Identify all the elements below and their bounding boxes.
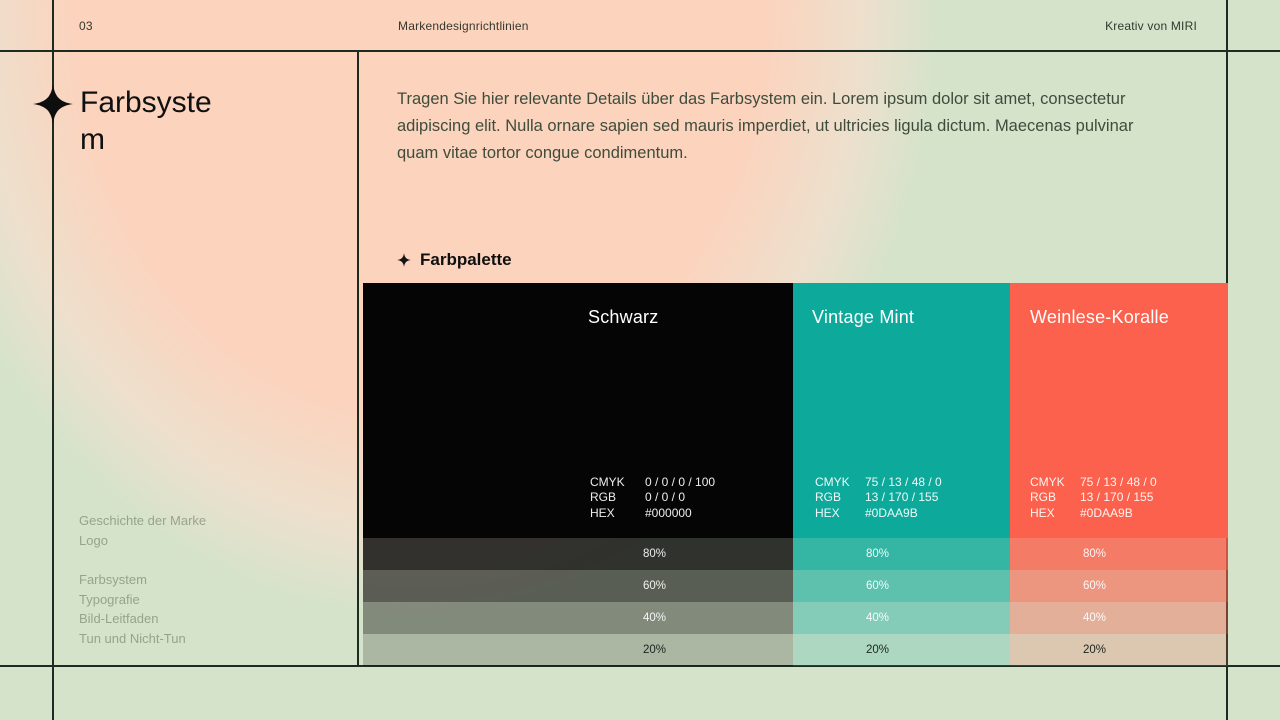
spec-value: 0 / 0 / 0 bbox=[645, 490, 686, 504]
sidebar-divider-line bbox=[357, 52, 359, 665]
nav-item-tun-und-nicht-tun[interactable]: Tun und Nicht-Tun bbox=[79, 630, 186, 646]
spec-row-rgb bbox=[1030, 490, 1157, 506]
spec-value: 0 / 0 / 0 / 100 bbox=[645, 474, 716, 489]
spec-row-cmyk bbox=[590, 475, 715, 491]
document-title: Markendesignrichtlinien bbox=[398, 19, 529, 33]
spec-label: HEX bbox=[1030, 505, 1055, 520]
nav-item-bild-leitfaden[interactable]: Bild-Leitfaden bbox=[79, 611, 159, 626]
tint-row-20: 20% bbox=[363, 634, 793, 666]
color-specs bbox=[590, 475, 715, 522]
color-name: Vintage Mint bbox=[812, 307, 915, 327]
color-card-vintage-mint bbox=[793, 283, 1010, 666]
nav-item-typografie[interactable]: Typografie bbox=[79, 591, 140, 607]
spec-value: #0DAA9B bbox=[1080, 505, 1133, 520]
nav-item-geschichte-der-marke[interactable]: Geschichte der Marke bbox=[79, 513, 207, 528]
sidebar-nav bbox=[79, 511, 206, 668]
color-card-weinlese-koralle bbox=[1010, 283, 1228, 666]
spec-value: 75 / 13 / 48 / 0 bbox=[865, 474, 942, 489]
nav-item-farbsystem[interactable]: Farbsystem bbox=[79, 572, 147, 587]
sparkle-icon bbox=[397, 253, 411, 267]
spec-label: HEX bbox=[815, 505, 840, 520]
color-name: Schwarz bbox=[588, 307, 659, 327]
tint-row-80: 80% bbox=[1010, 538, 1228, 570]
color-specs bbox=[815, 475, 942, 522]
spec-row-hex bbox=[1030, 506, 1157, 522]
nav-group-secondary bbox=[79, 570, 206, 648]
spec-label: RGB bbox=[815, 490, 842, 504]
spec-row-hex bbox=[815, 506, 942, 522]
tint-row-60: 60% bbox=[363, 570, 793, 602]
spec-label: CMYK bbox=[1030, 474, 1065, 489]
color-swatch bbox=[1010, 283, 1228, 538]
spec-label: CMYK bbox=[815, 474, 850, 489]
color-swatch bbox=[793, 283, 1010, 538]
color-specs bbox=[1030, 475, 1157, 522]
color-swatch bbox=[363, 283, 793, 538]
color-name: Weinlese-Koralle bbox=[1030, 307, 1169, 327]
tint-row-20: 20% bbox=[1010, 634, 1228, 666]
spec-label: RGB bbox=[590, 490, 617, 504]
spec-value: 75 / 13 / 48 / 0 bbox=[1080, 474, 1157, 489]
tint-row-40: 40% bbox=[1010, 602, 1228, 634]
spec-label: CMYK bbox=[590, 474, 625, 489]
palette-heading-label: Farbpalette bbox=[420, 250, 512, 269]
intro-paragraph: Tragen Sie hier relevante Details über das Farbsystem ein. Lorem ipsum dolor sit amet, consectetur adipiscing elit. Nulla ornare sapien sed mauris imperdiet, ut ultricies ligula dictum. Maecenas pulvinar quam vitae tortor congue condimentum. bbox=[397, 90, 1134, 162]
spec-row-cmyk bbox=[1030, 475, 1157, 491]
spec-label: HEX bbox=[590, 505, 615, 520]
palette-heading bbox=[397, 250, 512, 270]
tint-row-40: 40% bbox=[793, 602, 1010, 634]
spec-row-rgb bbox=[815, 490, 942, 506]
nav-item-logo[interactable]: Logo bbox=[79, 532, 108, 548]
spec-row-hex bbox=[590, 506, 715, 522]
spec-row-rgb bbox=[590, 490, 715, 506]
spec-value: 13 / 170 / 155 bbox=[1080, 490, 1154, 504]
tint-row-80: 80% bbox=[363, 538, 793, 570]
page-number: 03 bbox=[79, 19, 93, 33]
spec-value: #000000 bbox=[645, 505, 692, 520]
tint-row-80: 80% bbox=[793, 538, 1010, 570]
tint-row-40: 40% bbox=[363, 602, 793, 634]
color-palette bbox=[363, 283, 1228, 666]
credit-text: Kreativ von MIRI bbox=[1105, 19, 1197, 33]
spec-value: #0DAA9B bbox=[865, 505, 918, 520]
spec-row-cmyk bbox=[815, 475, 942, 491]
tint-row-20: 20% bbox=[793, 634, 1010, 666]
tint-row-60: 60% bbox=[793, 570, 1010, 602]
color-card-schwarz bbox=[363, 283, 793, 666]
header-divider-line bbox=[0, 50, 1280, 52]
page-title: Farbsystem bbox=[80, 86, 212, 156]
spec-label: RGB bbox=[1030, 490, 1057, 504]
tint-row-60: 60% bbox=[1010, 570, 1228, 602]
sparkle-icon bbox=[33, 84, 73, 124]
spec-value: 13 / 170 / 155 bbox=[865, 490, 939, 504]
nav-group-primary bbox=[79, 511, 206, 550]
